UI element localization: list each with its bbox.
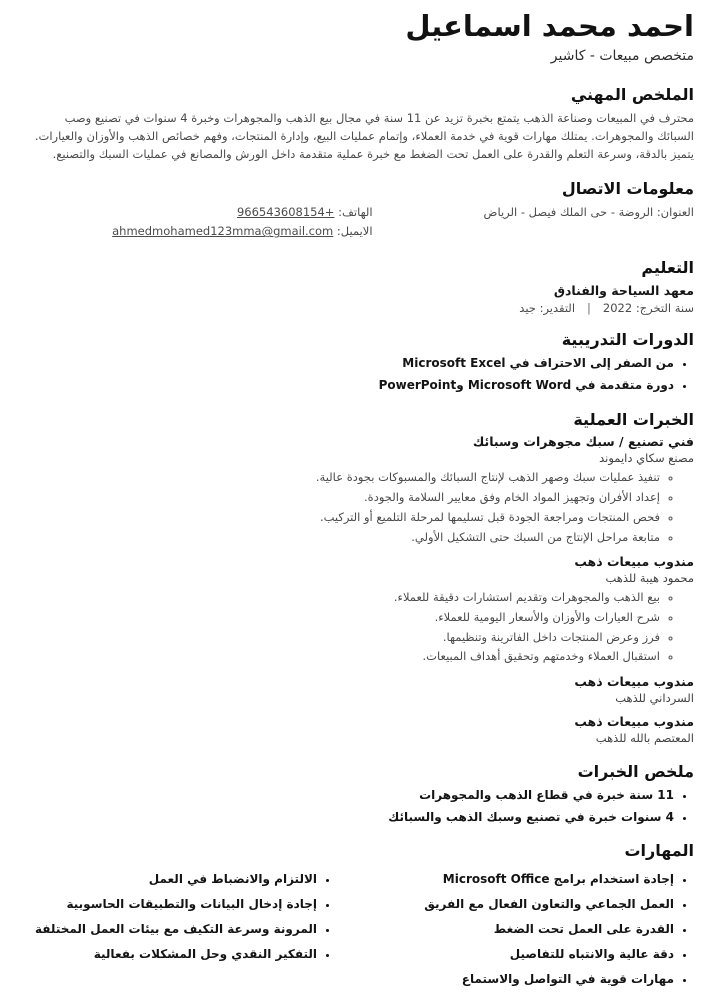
address-value: الروضة - حى الملك فيصل - الرياض <box>483 205 654 220</box>
job-company: مصنع سكاي دايموند <box>599 451 694 466</box>
skill-item: • إجادة استخدام برامج Microsoft Office <box>383 870 674 888</box>
job-duties-list <box>26 589 694 665</box>
courses-list <box>26 355 694 395</box>
experience-summary-list <box>26 787 694 827</box>
education-section-title: التعليم <box>641 258 694 278</box>
job-duty: ◦ شرح العيارات والأوزان والأسعار اليومية للعملاء. <box>26 609 660 626</box>
courses-section-title: الدورات التدريبية <box>561 330 694 350</box>
education-detail <box>26 301 694 315</box>
job-company: المعتصم بالله للذهب <box>595 730 694 745</box>
job-entry <box>26 554 694 665</box>
job-title: مندوب مبيعات ذهب <box>574 713 694 729</box>
skill-item: • العمل الجماعي والتعاون الفعال مع الفريق <box>383 895 674 913</box>
section-training-courses <box>26 330 694 395</box>
job-entry <box>26 674 694 705</box>
experience-section-title: الخبرات العملية <box>573 409 694 429</box>
contact-section-title: معلومات الاتصال <box>561 178 694 198</box>
email-label: الايميل: <box>336 224 373 239</box>
section-skills <box>26 841 694 995</box>
job-duty: ◦ فحص المنتجات ومراجعة الجودة قبل تسليمها لمرحلة التلميع أو التركيب. <box>26 509 660 526</box>
contact-phone-email-column <box>26 203 373 241</box>
section-experience-summary <box>26 762 694 827</box>
skill-item: • القدرة على العمل تحت الضغط <box>383 920 674 938</box>
phone-link[interactable]: +966543608154 <box>236 205 335 220</box>
job-title: مندوب مبيعات ذهب <box>574 554 694 570</box>
address-label: العنوان: <box>656 205 694 220</box>
skill-item: • الالتزام والانضباط في العمل <box>26 870 317 888</box>
job-entry <box>26 714 694 745</box>
contact-email-row <box>26 222 373 241</box>
contact-grid <box>26 203 694 241</box>
section-work-experience <box>26 410 694 745</box>
skills-column-left <box>26 870 337 970</box>
skills-column-right <box>383 870 694 995</box>
section-contact-info <box>26 179 694 242</box>
section-education <box>26 258 694 315</box>
summary-section-title: الملخص المهني <box>570 85 694 105</box>
email-link[interactable]: ahmedmohamed123mma@gmail.com <box>112 224 334 239</box>
job-duty: ◦ تنفيذ عمليات سبك وصهر الذهب لإنتاج السبائك والمسبوكات بجودة عالية. <box>26 469 660 486</box>
skills-section-title: المهارات <box>624 841 694 861</box>
job-duties-list <box>26 469 694 545</box>
course-item: • دورة متقدمة في Microsoft Word وPowerPoint <box>26 377 674 394</box>
skills-grid <box>26 866 694 995</box>
job-duty: ◦ إعداد الأفران وتجهيز المواد الخام وفق معايير السلامة والجودة. <box>26 489 660 506</box>
contact-phone-row <box>26 203 373 222</box>
experience-summary-item: • 11 سنة خبرة في قطاع الذهب والمجوهرات <box>26 787 674 804</box>
job-duty: ◦ فرز وعرض المنتجات داخل الفاترينة وتنظيمها. <box>26 629 660 646</box>
job-entry <box>26 434 694 545</box>
education-separator: | <box>587 301 591 316</box>
job-duty: ◦ بيع الذهب والمجوهرات وتقديم استشارات دقيقة للعملاء. <box>26 589 660 606</box>
skill-item: • التفكير النقدي وحل المشكلات بفعالية <box>26 945 317 963</box>
resume-header <box>26 10 694 64</box>
contact-address-row <box>385 203 694 241</box>
education-school: معهد السياحة والفنادق <box>553 283 694 299</box>
section-professional-summary <box>26 85 694 163</box>
phone-label: الهاتف: <box>338 205 373 220</box>
job-company: السرداني للذهب <box>615 690 694 705</box>
job-title: فني تصنيع / سبك مجوهرات وسبائك <box>472 434 694 450</box>
job-title: مندوب مبيعات ذهب <box>574 673 694 689</box>
skill-item: • إجادة إدخال البيانات والتطبيقات الحاسوبية <box>26 895 317 913</box>
education-grade: التقدير: جيد <box>519 301 576 316</box>
job-duty: ◦ متابعة مراحل الإنتاج من السبك حتى التشكيل الأولي. <box>26 529 660 546</box>
candidate-name: احمد محمد اسماعيل <box>405 9 694 43</box>
experience-summary-item: • 4 سنوات خبرة في تصنيع وسبك الذهب والسبائك <box>26 809 674 826</box>
experience-summary-title: ملخص الخبرات <box>577 761 694 781</box>
skill-item: • دقة عالية والانتباه للتفاصيل <box>383 945 674 963</box>
candidate-job-title: متخصص مبيعات - كاشير <box>550 48 694 65</box>
job-company: محمود هيبة للذهب <box>605 571 694 586</box>
skill-item: • المرونة وسرعة التكيف مع بيئات العمل المختلفة <box>26 920 317 938</box>
education-grad-year: سنة التخرج: 2022 <box>602 301 694 316</box>
job-duty: ◦ استقبال العملاء وخدمتهم وتحقيق أهداف المبيعات. <box>26 648 660 665</box>
course-item: • من الصفر إلى الاحتراف في Microsoft Excel <box>26 355 674 372</box>
summary-text: محترف في المبيعات وصناعة الذهب يتمتع بخبرة تزيد عن 11 سنة في مجال بيع الذهب والمجوهرات وخبرة 4 سنوات في تصنيع وصب السبائك والمجوهرات. يمتلك مهارات قوية في خدمة العملاء، وإتمام عمليات البيع، وإدارة المنتجات، وفهم خصائص الذهب والأوزان والعيارات. يتميز بالدقة، وسرعة التعلم والقدرة على العمل تحت الضغط مع خبرة عملية متقدمة داخل الورش والمصانع في عمليات السبك والتصنيع. <box>34 111 694 161</box>
skill-item: • مهارات قوية في التواصل والاستماع <box>383 970 674 988</box>
